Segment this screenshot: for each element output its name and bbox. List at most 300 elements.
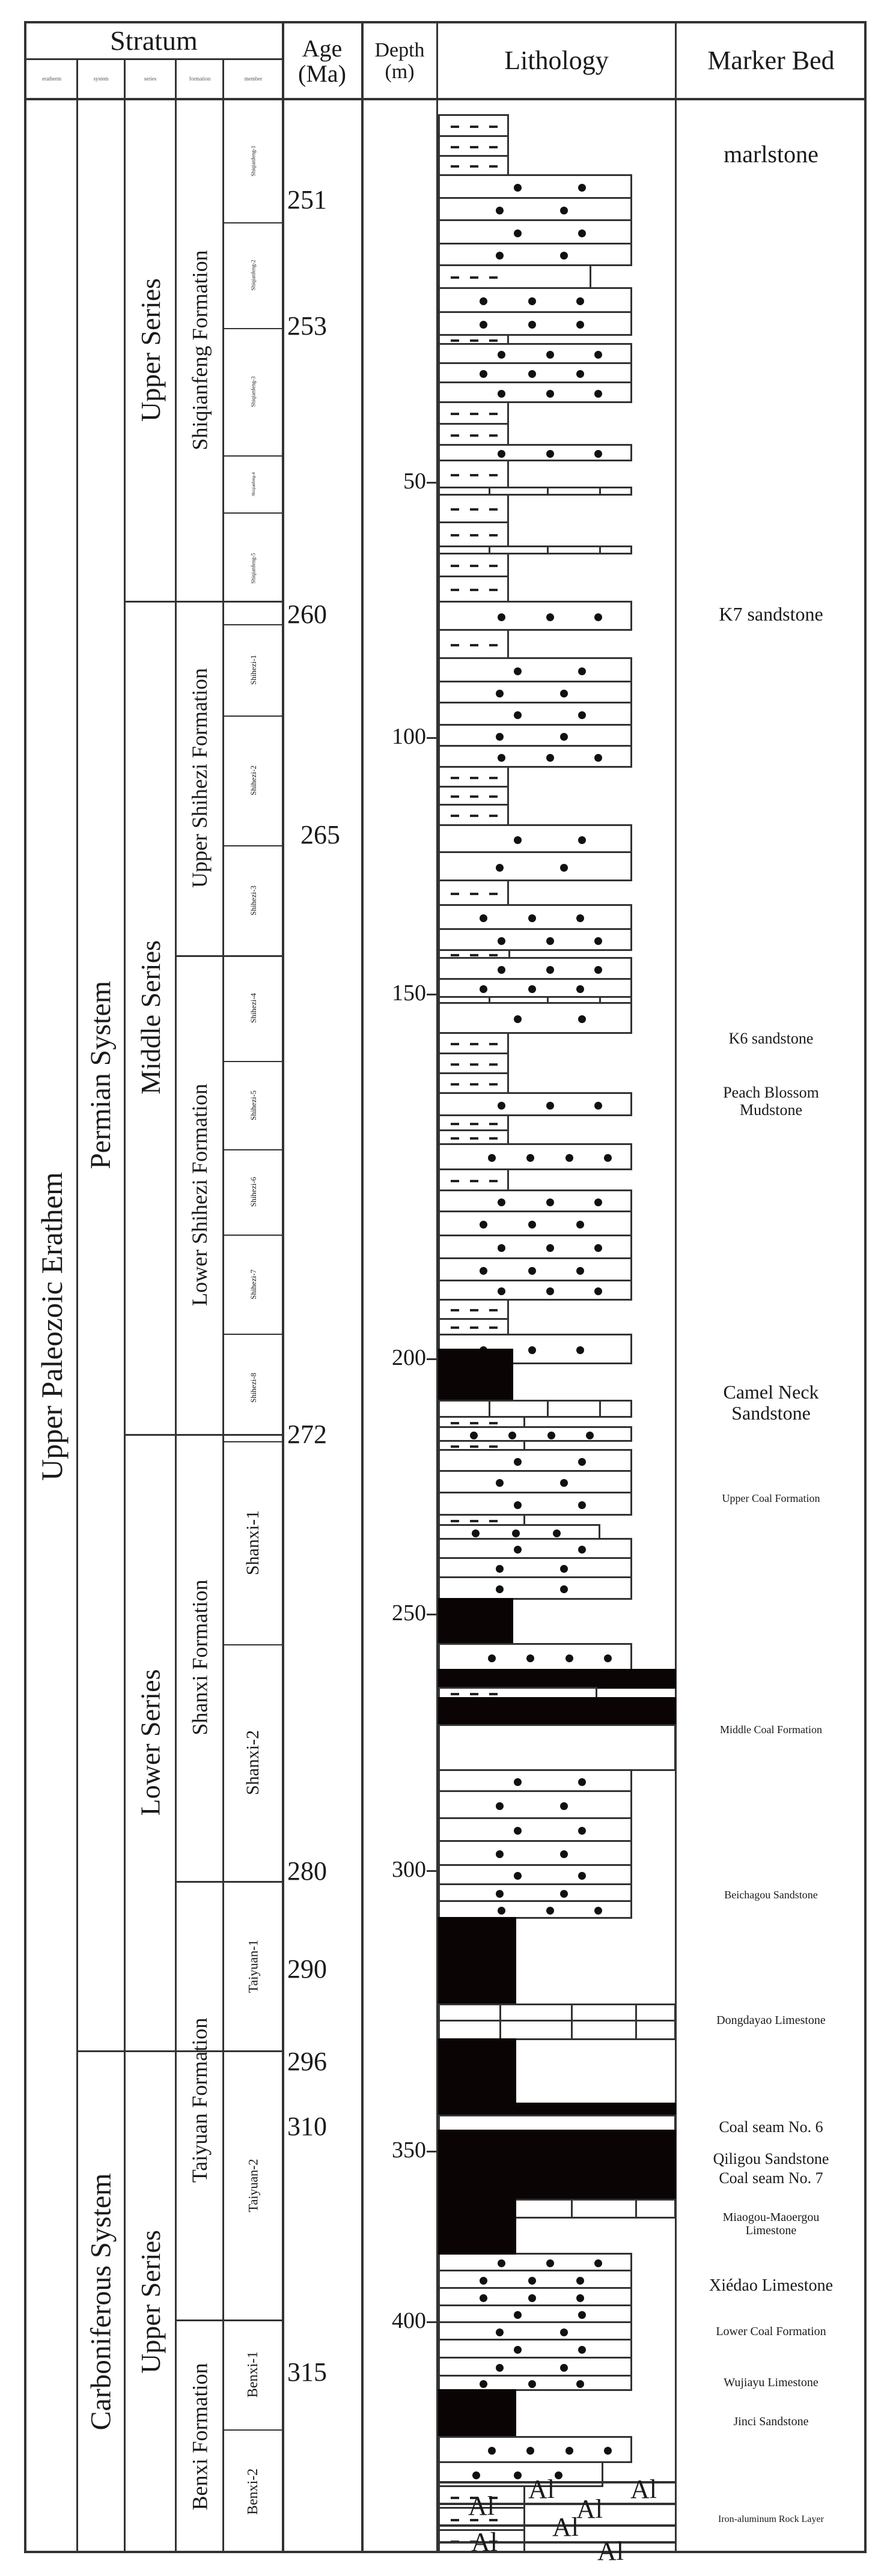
sandstone-dot-icon [514, 1546, 522, 1554]
sandstone-dot-icon [578, 229, 586, 237]
member-boundary [223, 1644, 283, 1645]
sandstone-dot-icon [498, 450, 505, 458]
mudstone-dash-icon [470, 126, 478, 128]
lithology-layer-lime [438, 2020, 676, 2040]
mudstone-dash-icon [489, 589, 498, 591]
series-cell-label: Lower Series [135, 1669, 166, 1815]
limestone-joint-icon [635, 2005, 637, 2022]
lithology-layer-coal [438, 2038, 516, 2104]
formation-cell-label: Shanxi Formation [187, 1579, 212, 1736]
lithology-layer-sand3 [438, 978, 632, 998]
sandstone-dot-icon [514, 1458, 522, 1466]
member-cell [225, 715, 282, 845]
formation-cell-label: Taiyuan Formation [187, 2017, 212, 2183]
sandstone-dot-icon [576, 2294, 584, 2302]
mudstone-dash-icon [451, 777, 459, 779]
mudstone-dash-icon [451, 276, 459, 279]
sandstone-dot-icon [576, 985, 584, 993]
al-symbol: Al [552, 2512, 579, 2542]
mudstone-dash-icon [489, 795, 498, 798]
mudstone-dash-icon [470, 777, 478, 779]
mudstone-dash-icon [451, 644, 459, 646]
mudstone-dash-icon [489, 1445, 498, 1448]
lithology-layer-sand2 [438, 1576, 632, 1600]
sandstone-dot-icon [546, 390, 554, 398]
mudstone-dash-icon [451, 1043, 459, 1045]
member-cell-label: Shiqianfeng-3 [250, 376, 257, 407]
member-cell-label: Shiqianfeng-1 [250, 145, 257, 176]
member-boundary [223, 1334, 283, 1335]
lithology-layer-mud [438, 553, 509, 577]
lithology-layer-mud [438, 460, 509, 488]
sandstone-dot-icon [578, 836, 586, 844]
age-label: 265 [300, 820, 340, 849]
mudstone-dash-icon [489, 1309, 498, 1311]
iron-aluminum-rock-layers [438, 2474, 676, 2566]
mudstone-dash-icon [451, 1063, 459, 1066]
sandstone-dot-icon [560, 690, 568, 697]
formation-cell [177, 955, 222, 1434]
formation-cell [177, 601, 222, 955]
sandstone-dot-icon [578, 2311, 586, 2319]
marker-bed-label: Miaogou-Maoergou Limestone [722, 2211, 820, 2237]
al-symbol: Al [576, 2494, 603, 2524]
mudstone-dash-icon [489, 815, 498, 817]
sandstone-dot-icon [594, 1244, 602, 1252]
sandstone-dot-icon [498, 1102, 505, 1110]
lithology-layer-coal [438, 2389, 516, 2438]
member-boundary [223, 328, 283, 329]
sandstone-dot-icon [560, 252, 568, 260]
lithology-layer-sand2 [438, 1817, 632, 1842]
mudstone-dash-icon [489, 276, 498, 279]
mudstone-dash-icon [451, 1693, 459, 1695]
lithology-layer-mud [438, 1299, 509, 1320]
sandstone-dot-icon [594, 2259, 602, 2267]
mudstone-dash-icon [470, 1422, 478, 1424]
marker-bed-label: Upper Coal Formation [722, 1492, 820, 1504]
mudstone-dash-icon [489, 165, 498, 168]
member-cell-label: Shihezi-3 [248, 885, 258, 916]
sandstone-dot-icon [576, 1346, 584, 1354]
sandstone-dot-icon [496, 690, 504, 697]
sandstone-dot-icon [496, 1479, 504, 1487]
system-cell [78, 2050, 124, 2553]
header-age-line1: Age [302, 34, 343, 62]
lithology-layer-sand3 [438, 957, 632, 980]
lithology-layer-mud [438, 264, 591, 289]
lithology-layer-sand3 [438, 1280, 632, 1301]
mudstone-dash-icon [451, 795, 459, 798]
marker-bed-label: Coal seam No. 7 [719, 2169, 823, 2187]
header-eratherm: eratherm [42, 76, 61, 82]
depth-tick [427, 482, 437, 484]
sandstone-dot-icon [514, 2471, 522, 2479]
member-boundary [223, 1235, 283, 1236]
header-age [284, 23, 361, 99]
member-boundary [223, 1061, 283, 1062]
lithology-layer-sand3 [438, 362, 632, 383]
mudstone-dash-icon [451, 1445, 459, 1448]
sandstone-dot-icon [498, 937, 505, 945]
sandstone-dot-icon [480, 321, 487, 329]
sandstone-dot-icon [604, 1154, 612, 1162]
sandstone-dot-icon [496, 207, 504, 214]
sandstone-dot-icon [496, 2328, 504, 2336]
sandstone-dot-icon [555, 2471, 562, 2479]
mudstone-dash-icon [489, 146, 498, 148]
lithology-layer-sand2 [438, 197, 632, 221]
member-cell-label: Shihezi-6 [248, 1177, 258, 1207]
series-cell-label: Upper Series [135, 2230, 166, 2374]
mudstone-dash-icon [451, 1422, 459, 1424]
mudstone-dash-icon [470, 508, 478, 511]
header-age-line2: (Ma) [298, 59, 346, 87]
lithology-layer-sand3 [438, 2253, 632, 2271]
sandstone-dot-icon [514, 1778, 522, 1786]
sandstone-dot-icon [560, 1890, 568, 1898]
mudstone-dash-icon [470, 1063, 478, 1066]
member-cell-label: Shihezi-4 [248, 993, 258, 1023]
member-boundary [223, 2429, 283, 2431]
sandstone-dot-icon [496, 1565, 504, 1573]
lithology-layer-mud [438, 786, 509, 806]
marker-bed-label: Wujiayu Limestone [724, 2376, 818, 2389]
sandstone-dot-icon [547, 1432, 555, 1439]
age-label: 296 [287, 2047, 327, 2076]
sandstone-dot-icon [528, 1346, 536, 1354]
sandstone-dot-icon [488, 1654, 496, 1662]
mudstone-dash-icon [451, 1180, 459, 1182]
sandstone-dot-icon [480, 370, 487, 378]
mudstone-dash-icon [470, 1326, 478, 1329]
member-cell-label: Taiyuan-2 [245, 2158, 261, 2212]
sandstone-dot-icon [496, 1890, 504, 1898]
mudstone-dash-icon [489, 534, 498, 536]
mudstone-dash-icon [470, 1693, 478, 1695]
member-cell [225, 512, 282, 624]
al-symbol: Al [528, 2474, 555, 2504]
sandstone-dot-icon [560, 1802, 568, 1810]
formation-cell-label: Shiqianfeng Formation [187, 250, 212, 450]
mudstone-dash-icon [489, 565, 498, 567]
depth-label: 250 [392, 1600, 426, 1626]
sandstone-dot-icon [496, 864, 504, 872]
sandstone-dot-icon [546, 966, 554, 974]
limestone-joint-icon [571, 2022, 573, 2040]
sandstone-dot-icon [528, 985, 536, 993]
member-cell-label: Benxi-1 [245, 2351, 261, 2398]
sandstone-dot-icon [594, 1102, 602, 1110]
sandstone-dot-icon [546, 1907, 554, 1915]
depth-tick [427, 1870, 437, 1872]
depth-label: 350 [392, 2137, 426, 2163]
mudstone-dash-icon [470, 1180, 478, 1182]
mudstone-dash-icon [470, 474, 478, 476]
depth-label: 100 [392, 724, 426, 749]
sandstone-dot-icon [594, 450, 602, 458]
system-cell [78, 99, 124, 2050]
mudstone-dash-icon [470, 1520, 478, 1522]
mudstone-dash-icon [470, 954, 478, 956]
mudstone-dash-icon [470, 434, 478, 437]
sandstone-dot-icon [498, 2259, 505, 2267]
mudstone-dash-icon [451, 893, 459, 895]
header-depth-line1: Depth [374, 38, 425, 61]
mudstone-dash-icon [451, 1137, 459, 1140]
lithology-layer-sand2 [438, 1840, 632, 1866]
member-cell [225, 1061, 282, 1149]
lithology-layer-sand2 [438, 657, 632, 682]
lithology-layer-coal [438, 1598, 513, 1645]
lithology-layer-sand2 [438, 2321, 632, 2341]
member-cell [225, 99, 282, 222]
lithology-layer-sand2 [438, 1538, 632, 1559]
lithology-layer-mud [438, 879, 509, 906]
mudstone-dash-icon [451, 339, 459, 342]
mudstone-dash-icon [470, 1123, 478, 1125]
sandstone-dot-icon [576, 2277, 584, 2285]
mudstone-dash-icon [451, 534, 459, 536]
lithology-layer-sand2 [438, 1769, 632, 1792]
sandstone-dot-icon [594, 754, 602, 762]
sandstone-dot-icon [514, 1015, 522, 1023]
sandstone-dot-icon [498, 390, 505, 398]
sandstone-dot-icon [498, 351, 505, 359]
sandstone-dot-icon [578, 2346, 586, 2354]
age-label: 280 [287, 1856, 327, 1886]
mudstone-dash-icon [470, 644, 478, 646]
sandstone-dot-icon [496, 252, 504, 260]
lithology-layer-sand4 [438, 1643, 632, 1671]
sandstone-dot-icon [576, 370, 584, 378]
lithology-layer-sand3 [438, 444, 632, 461]
lithology-layer-mud [438, 155, 509, 176]
sandstone-dot-icon [480, 914, 487, 922]
sandstone-dot-icon [496, 1802, 504, 1810]
lithology-layer-sand3 [438, 928, 632, 951]
member-cell [225, 328, 282, 455]
mudstone-dash-icon [489, 413, 498, 415]
sandstone-dot-icon [576, 1267, 584, 1275]
marker-bed-label: marlstone [724, 141, 818, 168]
sandstone-dot-icon [594, 937, 602, 945]
age-label: 315 [287, 2357, 327, 2387]
sandstone-dot-icon [514, 229, 522, 237]
sandstone-dot-icon [578, 1827, 586, 1835]
member-boundary [223, 715, 283, 717]
sandstone-dot-icon [472, 2471, 480, 2479]
mudstone-dash-icon [451, 565, 459, 567]
sandstone-dot-icon [578, 1015, 586, 1023]
depth-label: 150 [392, 980, 426, 1006]
sandstone-dot-icon [514, 1827, 522, 1835]
limestone-joint-icon [547, 547, 549, 554]
sandstone-dot-icon [565, 1654, 573, 1662]
lithology-layer-sand2 [438, 1002, 632, 1034]
header-marker-bed: Marker Bed [707, 46, 835, 76]
sandstone-dot-icon [594, 613, 602, 621]
mudstone-dash-icon [470, 1083, 478, 1086]
mudstone-dash-icon [489, 1083, 498, 1086]
header-lithology: Lithology [504, 46, 609, 76]
sandstone-dot-icon [546, 351, 554, 359]
sandstone-dot-icon [514, 2311, 522, 2319]
formation-cell-label: Upper Shihezi Formation [187, 668, 212, 888]
member-cell [225, 1334, 282, 1441]
header-series: series [144, 76, 157, 82]
member-boundary [223, 2051, 283, 2052]
member-cell [225, 222, 282, 328]
member-cell-label: Shanxi-1 [243, 1510, 263, 1576]
sandstone-dot-icon [546, 1287, 554, 1295]
sandstone-dot-icon [594, 351, 602, 359]
lithology-layer-sand2 [438, 2304, 632, 2323]
member-boundary [223, 955, 283, 956]
sandstone-dot-icon [560, 1585, 568, 1593]
member-cell-label: Shihezi-5 [248, 1090, 258, 1120]
sandstone-dot-icon [498, 1198, 505, 1206]
lithology-layer-sand3 [438, 343, 632, 364]
lithology-layer-sand2 [438, 681, 632, 703]
lithology-layer-sand2 [438, 1883, 632, 1902]
lithology-layer-mud [438, 521, 509, 547]
lithology-layer-coal [438, 1669, 676, 1689]
lithology-layer-sand3 [438, 601, 632, 631]
limestone-joint-icon [635, 2022, 637, 2040]
mudstone-dash-icon [451, 508, 459, 511]
sandstone-dot-icon [514, 711, 522, 719]
sandstone-dot-icon [528, 297, 536, 305]
formation-cell [177, 99, 222, 601]
member-boundary [223, 1881, 283, 1882]
lithology-layer-sand2 [438, 824, 632, 853]
sandstone-dot-icon [528, 370, 536, 378]
sandstone-dot-icon [546, 1198, 554, 1206]
lithology-layer-mud [438, 401, 509, 425]
lithology-layer-sand2 [438, 724, 632, 747]
lithology-layer-sand4 [438, 1143, 632, 1170]
series-cell [126, 601, 175, 1434]
sandstone-dot-icon [512, 1530, 520, 1537]
marker-bed-label: Xiédao Limestone [709, 2276, 834, 2295]
lithology-layer-sand3 [438, 2375, 632, 2391]
sandstone-dot-icon [528, 2277, 536, 2285]
mudstone-dash-icon [489, 1326, 498, 1329]
sandstone-dot-icon [578, 1458, 586, 1466]
sandstone-dot-icon [578, 711, 586, 719]
lithology-layer-sand3 [438, 745, 632, 768]
depth-tick [427, 1358, 437, 1360]
mudstone-dash-icon [489, 474, 498, 476]
sandstone-dot-icon [514, 667, 522, 675]
sandstone-dot-icon [594, 390, 602, 398]
marker-bed-label: Middle Coal Formation [720, 1724, 822, 1736]
header-depth [363, 23, 436, 99]
depth-label: 300 [392, 1857, 426, 1882]
mudstone-dash-icon [489, 777, 498, 779]
lithology-layer-mud [438, 494, 509, 523]
al-symbol: Al [597, 2536, 624, 2566]
lithology-layer-sand2 [438, 1557, 632, 1578]
age-label: 251 [287, 185, 327, 214]
mudstone-dash-icon [470, 565, 478, 567]
lithology-layer-sand3 [438, 904, 632, 930]
limestone-joint-icon [499, 2005, 501, 2022]
series-cell-label: Upper Series [135, 278, 166, 422]
lithology-layer-mud [438, 423, 509, 446]
sandstone-dot-icon [560, 207, 568, 214]
sandstone-dot-icon [546, 937, 554, 945]
lithology-layer-mud [438, 1053, 509, 1074]
member-cell [225, 2319, 282, 2429]
sandstone-dot-icon [546, 754, 554, 762]
divider-age [361, 21, 364, 2553]
member-cell-label: Shanxi-2 [243, 1730, 263, 1796]
marker-bed-label: Camel Neck Sandstone [723, 1381, 819, 1424]
sandstone-dot-icon [560, 1479, 568, 1487]
sandstone-dot-icon [565, 2447, 573, 2455]
marker-bed-label: Lower Coal Formation [716, 2325, 826, 2338]
mudstone-dash-icon [451, 1083, 459, 1086]
series-cell [126, 1434, 175, 2050]
series-cell-label: Middle Series [135, 940, 166, 1095]
sandstone-dot-icon [560, 1850, 568, 1858]
lithology-layer-mud [438, 804, 509, 826]
lithology-layer-sand3 [438, 1189, 632, 1212]
mudstone-dash-icon [470, 165, 478, 168]
lithology-layer-coal [438, 2130, 676, 2201]
sandstone-dot-icon [586, 1432, 594, 1439]
member-cell-label: Shiqianfeng-2 [250, 260, 257, 291]
sandstone-dot-icon [526, 1654, 534, 1662]
lithology-layer-sand3 [438, 2287, 632, 2306]
member-cell-label: Shihezi-1 [248, 655, 258, 685]
member-cell [225, 455, 282, 512]
member-cell-label: Shiqianfeng-4 [251, 472, 256, 496]
mudstone-dash-icon [489, 1520, 498, 1522]
mudstone-dash-icon [489, 954, 498, 956]
member-cell [225, 2051, 282, 2319]
mudstone-dash-icon [470, 276, 478, 279]
mudstone-dash-icon [470, 815, 478, 817]
sandstone-dot-icon [594, 966, 602, 974]
sandstone-dot-icon [514, 2346, 522, 2354]
limestone-joint-icon [635, 2201, 637, 2219]
lithology-layer-mud [438, 1072, 509, 1094]
lithology-layer-sand3 [438, 1211, 632, 1236]
sandstone-dot-icon [546, 2259, 554, 2267]
mudstone-dash-icon [451, 1309, 459, 1311]
limestone-joint-icon [547, 488, 549, 496]
mudstone-dash-icon [451, 434, 459, 437]
age-label: 260 [287, 600, 327, 629]
lithology-layer-blank [438, 2115, 676, 2131]
mudstone-dash-icon [489, 1180, 498, 1182]
lithology-layer-sand2 [438, 219, 632, 245]
member-boundary [223, 845, 283, 846]
depth-tick [427, 994, 437, 995]
marker-bed-label: K6 sandstone [728, 1030, 814, 1047]
member-boundary [223, 1149, 283, 1150]
sandstone-dot-icon [576, 297, 584, 305]
divider-member [282, 21, 284, 2553]
lithology-layer-lime [438, 2003, 676, 2022]
mudstone-dash-icon [470, 893, 478, 895]
mudstone-dash-icon [451, 146, 459, 148]
lithology-layer-mud [438, 1318, 509, 1335]
sandstone-dot-icon [578, 184, 586, 192]
